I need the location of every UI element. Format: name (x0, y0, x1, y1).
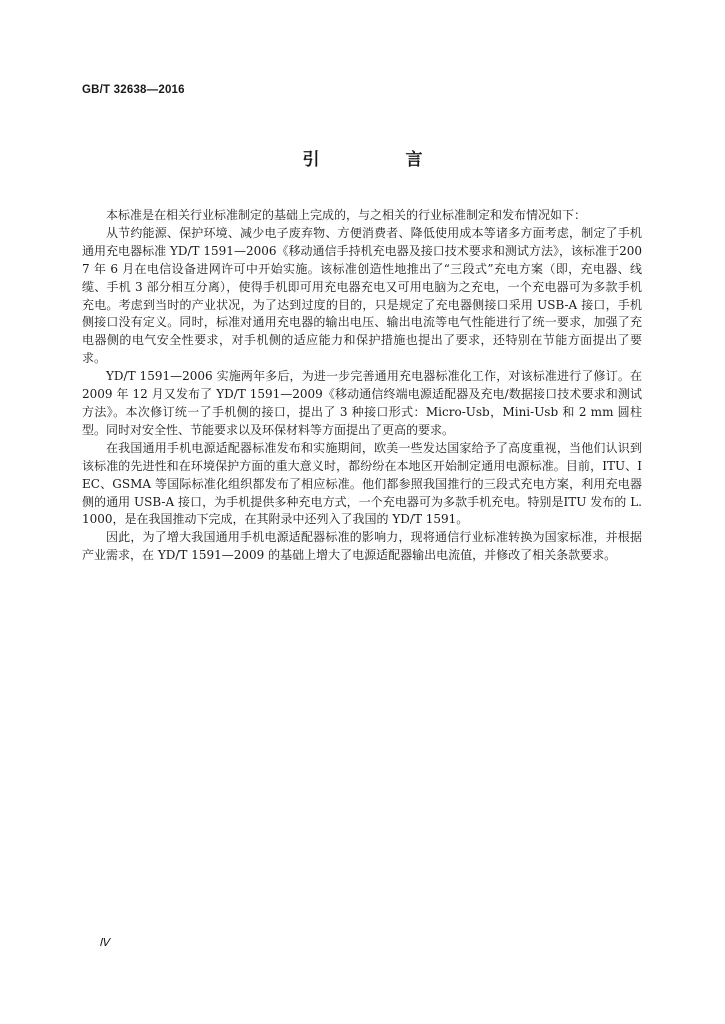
paragraph-conversion-to-national-standard: 因此，为了增大我国通用手机电源适配器标准的影响力，现将通信行业标准转换为国家标准，并根据产业需求，在 YD/T 1591—2009 的基础上增大了电源适配器输出电流值，并修改了相关条款要求。 (82, 530, 642, 563)
paragraph-intro-statement: 本标准是在相关行业标准制定的基础上完成的，与之相关的行业标准制定和发布情况如下： (106, 208, 587, 222)
paragraph-yd-2009-revision: YD/T 1591—2006 实施两年多后，为进一步完善通用充电器标准化工作，对该标准进行了修订。在 2009 年 12 月又发布了 YD/T 1591—2009《移动通信终端电源适配器及充电/数据接口技术要求和测试方法》。本次修订统一了手机侧的接口，提出了 3 种接口形式：Micro-Usb，Mini-Usb 和 2 mm 圆柱型。同时对安全性、节能要求以及环保材料等方面提出了更高的要求。 (82, 369, 642, 437)
introduction-body (82, 207, 642, 565)
page-number: Ⅳ (99, 937, 110, 949)
section-heading: 引 言 (302, 150, 463, 170)
paragraph-international-adoption: 在我国通用手机电源适配器标准发布和实施期间，欧美一些发达国家给予了高度重视，当他们认识到该标准的先进性和在环境保护方面的重大意义时，都纷纷在本地区开始制定通用电源标准。目前，ITU、IEC、GSMA 等国际标准化组织都发布了相应标准。他们都参照我国推行的三段式充电方案，利用充电器侧的通用 USB-A 接口，为手机提供多种充电方式，一个充电器可为多款手机充电。特别是ITU 发布的 L.1000，是在我国推动下完成，在其附录中还列入了我国的 YD/T 1591。 (82, 440, 642, 527)
standard-code-header: GB/T 32638—2016 (82, 84, 185, 96)
paragraph-yd-2006-background: 从节约能源、保护环境、减少电子废弃物、方便消费者、降低使用成本等诸多方面考虑，制定了手机通用充电器标准 YD/T 1591—2006《移动通信手持机充电器及接口技术要求和测试方法》，该标准于2007 年 6 月在电信设备进网许可中开始实施。该标准创造性地推出了“三段式”充电方案（即，充电器、线缆、手机 3 部分相互分离），使得手机即可用充电器充电又可用电脑为之充电，一个充电器可为多款手机充电。考虑到当时的产业状况，为了达到过度的目的，只是规定了充电器侧接口采用 USB-A 接口，手机侧接口没有定义。同时，标准对通用充电器的输出电压、输出电流等电气性能进行了统一要求，加强了充电器侧的电气安全性要求，对手机侧的适应能力和保护措施也提出了要求，还特别在节能方面提出了要求。 (82, 225, 642, 366)
